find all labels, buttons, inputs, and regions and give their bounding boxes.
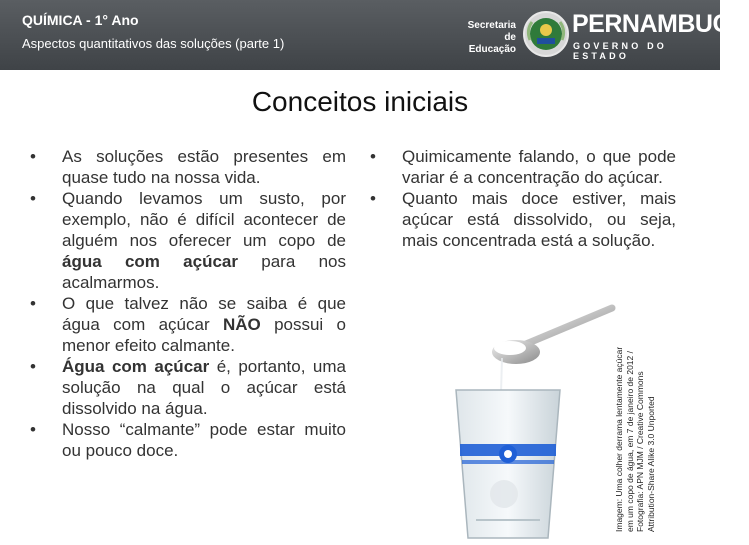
bullet-icon: • xyxy=(30,294,36,313)
emphasis-text: água com açúcar xyxy=(62,252,238,271)
bullet-icon: • xyxy=(30,357,36,376)
emphasis-text: Água com açúcar xyxy=(62,357,210,376)
image-credit: Imagem: Uma colher derrama lentamente açúcar em um copo de água, em 7 de janeiro de 2012 / Fotografia: APN MJM / Creative Commons Attribution-Share Alike 3.0 Unported xyxy=(614,346,656,532)
secretaria-logo-text: Secretaria de Educação xyxy=(467,20,516,55)
list-item: • As soluções estão presentes em quase tudo na nossa vida. xyxy=(30,147,346,187)
pernambuco-seal-icon xyxy=(522,10,570,58)
course-title: QUÍMICA - 1° Ano xyxy=(22,12,139,28)
bullet-icon: • xyxy=(30,147,36,166)
list-item: • Quanto mais doce estiver, mais açúcar está dissolvido, ou seja, mais concentrada está a solução. xyxy=(370,189,676,250)
list-item: • Água com açúcar é, portanto, uma solução na qual o açúcar está dissolvido na água. xyxy=(30,357,346,418)
lesson-subtitle: Aspectos quantitativos das soluções (parte 1) xyxy=(22,36,285,51)
emphasis-text: NÃO xyxy=(222,315,261,334)
header-bar xyxy=(0,0,749,70)
list-item: • Quimicamente falando, o que pode variar é a concentração do açúcar. xyxy=(370,147,676,187)
bullet-icon: • xyxy=(30,189,36,208)
slide-title: Conceitos iniciais xyxy=(251,86,469,117)
sugar-water-photo xyxy=(416,294,616,540)
bullet-icon: • xyxy=(370,147,376,166)
bullet-icon: • xyxy=(370,189,376,208)
governo-estado-label: GOVERNO DO ESTADO xyxy=(573,41,668,61)
pernambuco-brand: PERNAMBUCO xyxy=(572,10,749,38)
right-bullet-list xyxy=(360,146,676,251)
list-item: • Quando levamos um susto, por exemplo, não é difícil acontecer de alguém nos oferecer um copo de água com açúcar para nos acalmarmos. xyxy=(30,189,346,292)
spoon-and-glass-icon xyxy=(416,294,616,540)
list-item: • O que talvez não se saiba é que água com açúcar NÃO possui o menor efeito calmante. xyxy=(30,294,346,355)
bullet-icon: • xyxy=(30,420,36,439)
list-item: • Nosso “calmante” pode estar muito ou pouco doce. xyxy=(30,420,346,460)
left-bullet-list xyxy=(20,146,346,461)
